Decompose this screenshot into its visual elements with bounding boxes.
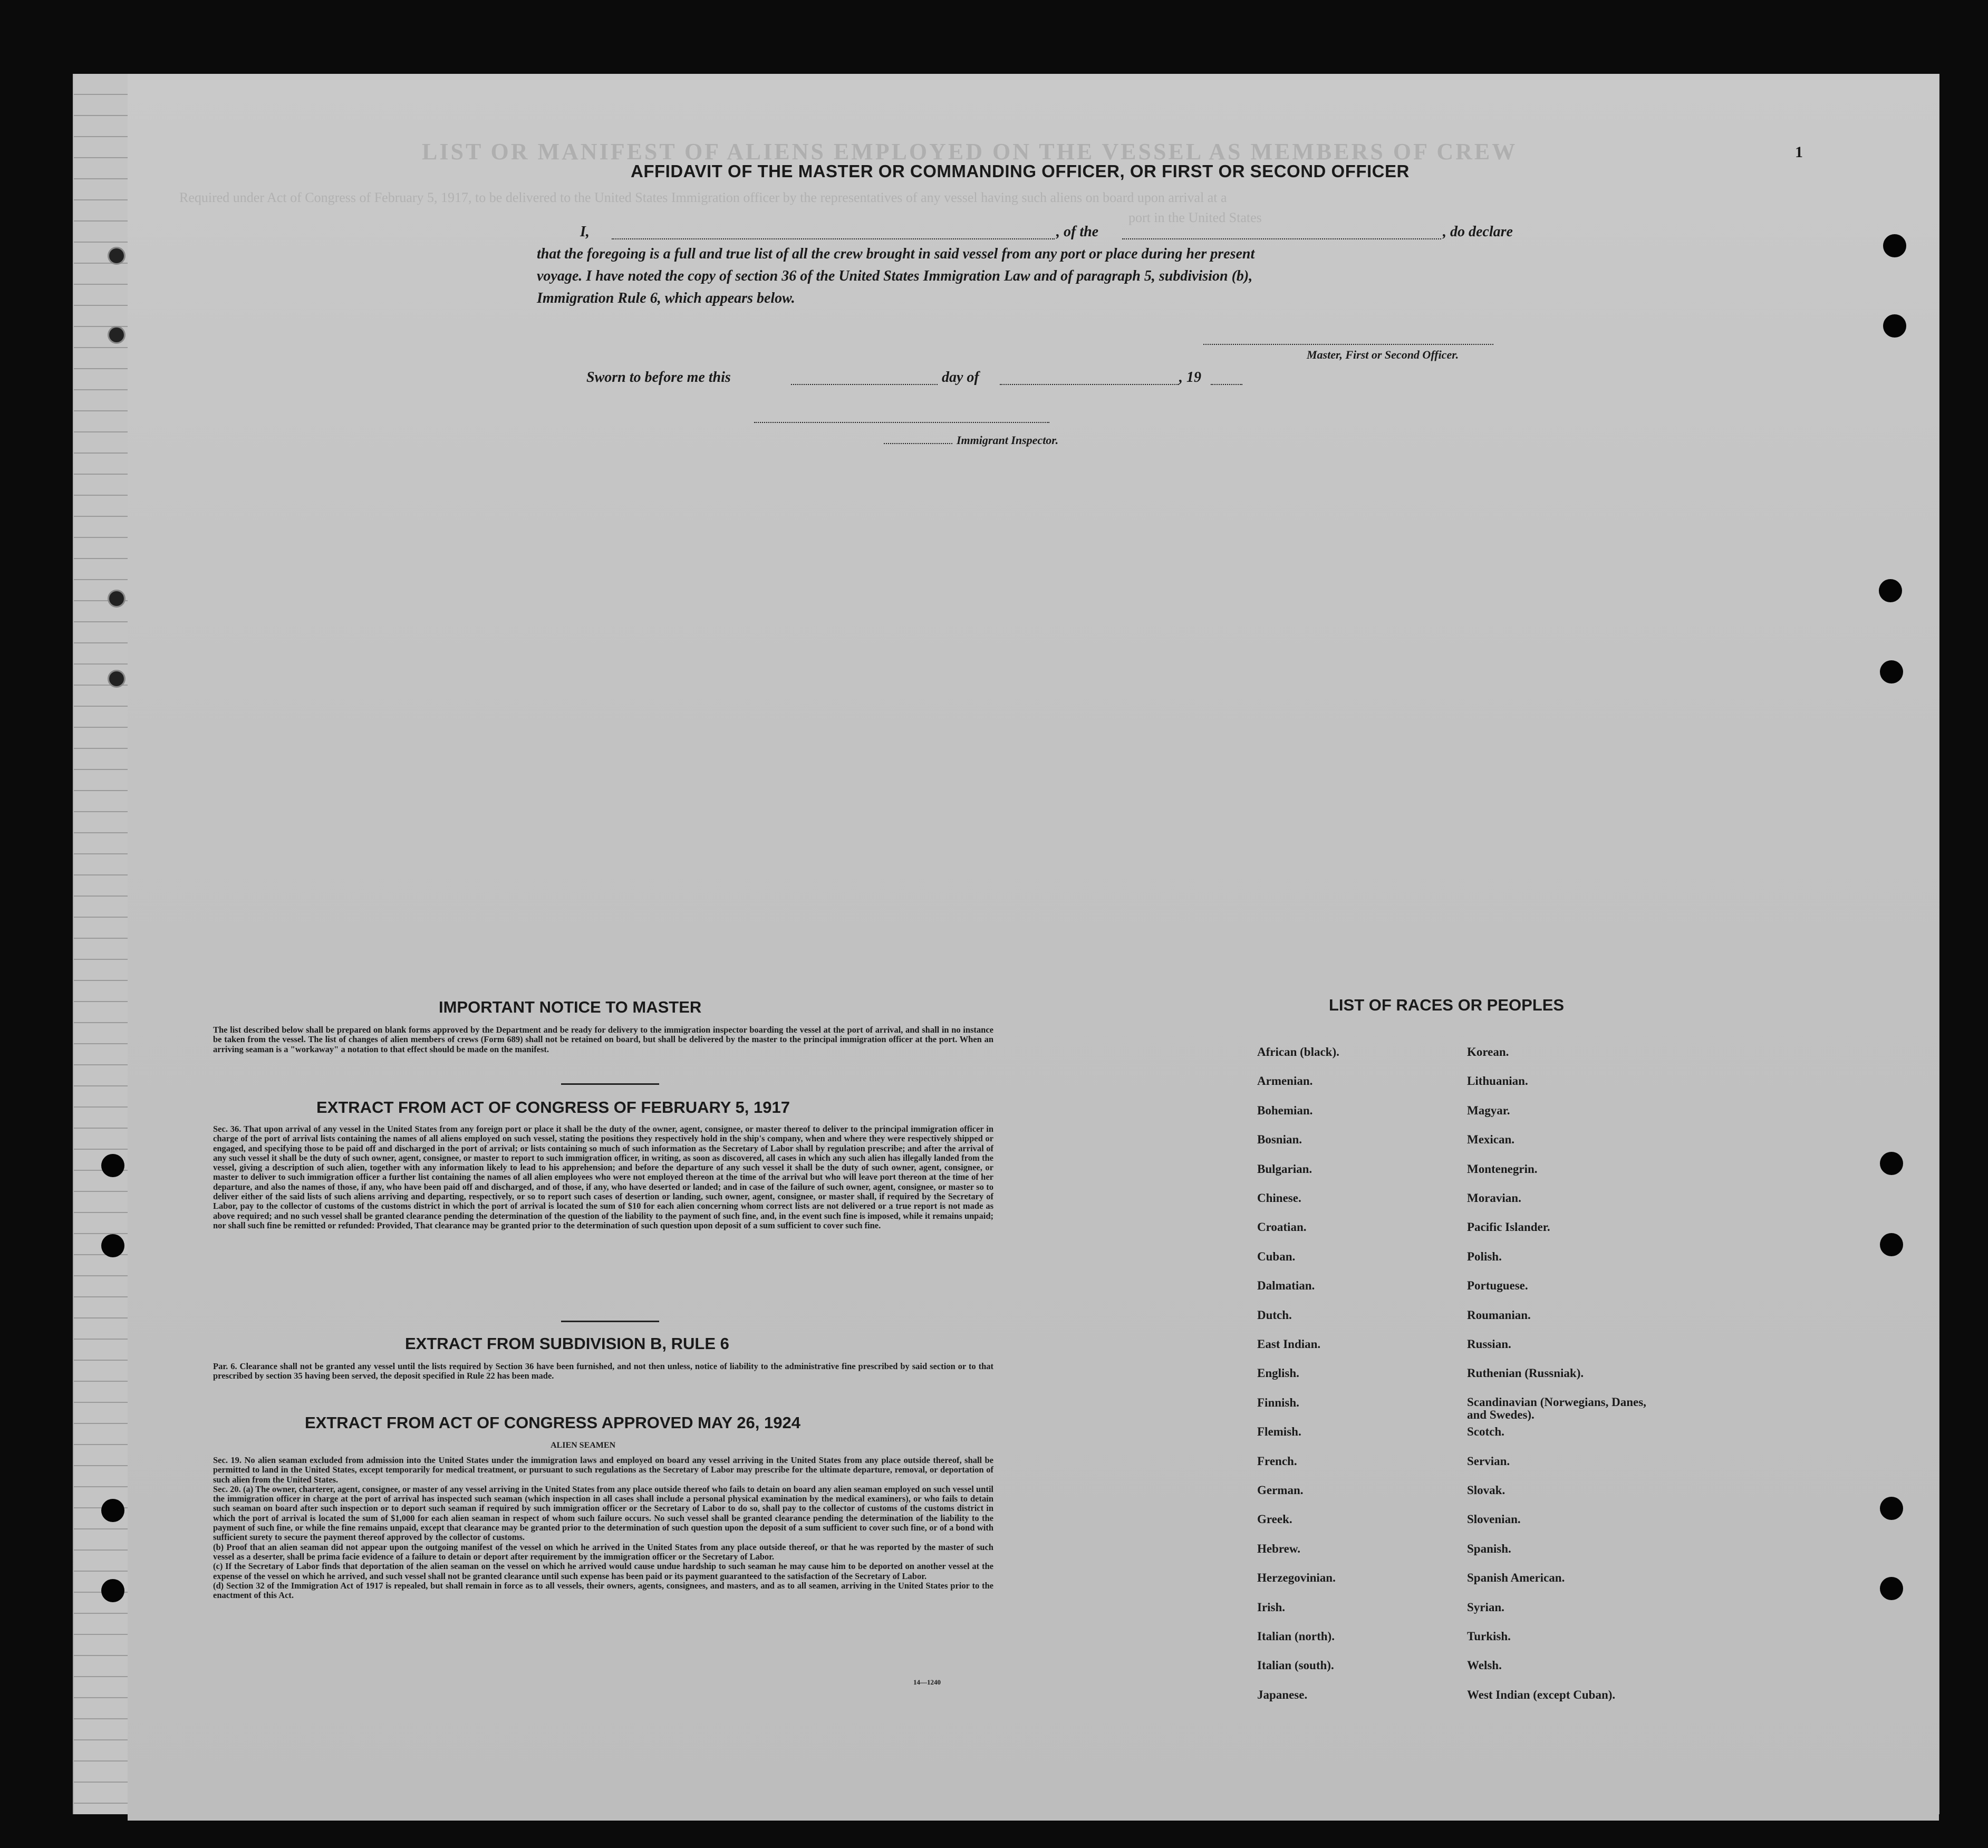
sworn-text: Sworn to before me this [586,369,731,386]
affidavit-title: AFFIDAVIT OF THE MASTER OR COMMANDING OFFICER, OR FIRST OR SECOND OFFICER [631,161,1410,181]
master-signature-line [1203,344,1493,345]
inspector-signature-line [754,422,1049,423]
sworn-year-blank [1211,384,1242,385]
race-item: Lithuanian. [1467,1074,1528,1088]
name-blank-line [612,238,1055,239]
punch-hole-icon [101,1234,124,1257]
punch-hole-icon [1880,660,1903,684]
affidavit-line-4: Immigration Rule 6, which appears below. [537,290,795,306]
race-item: Croatian. [1257,1220,1307,1234]
race-item: East Indian. [1257,1337,1321,1351]
sworn-year: , 19 [1179,369,1201,386]
punch-hole-icon [108,247,126,265]
race-item: Scandinavian (Norwegians, Danes, and Swedes). [1467,1395,1646,1421]
section-divider [561,1321,659,1322]
race-item: Servian. [1467,1454,1510,1468]
punch-hole-icon [108,670,126,688]
race-item: Polish. [1467,1249,1502,1263]
race-item: Bohemian. [1257,1103,1313,1117]
race-item: Herzegovinian. [1257,1571,1336,1585]
bleed-through-text: Required under Act of Congress of February 5, 1917, to be delivered to the United States Immigration officer by the representatives of any vessel having such aliens on board upon arrival at a [179,190,1227,205]
subdivision-b-title: EXTRACT FROM SUBDIVISION B, RULE 6 [405,1334,729,1353]
race-item: Italian (north). [1257,1630,1335,1643]
race-item: Dalmatian. [1257,1279,1315,1293]
bleed-through-text: port in the United States [1128,210,1262,225]
section-divider [561,1083,659,1085]
race-item: Ruthenian (Russniak). [1467,1366,1584,1380]
race-item: West Indian (except Cuban). [1467,1688,1616,1701]
affidavit-of-the: , of the [1056,224,1099,240]
punch-hole-icon [108,326,126,344]
race-item: Cuban. [1257,1249,1296,1263]
affidavit-declare: , do declare [1443,224,1513,240]
sworn-month-blank [1000,384,1179,385]
bleed-through-text: LIST OR MANIFEST OF ALIENS EMPLOYED ON THE VESSEL AS MEMBERS OF CREW [422,139,1518,165]
punch-hole-icon [1880,1497,1903,1520]
vessel-blank-line [1122,238,1441,239]
inspector-label: Immigrant Inspector. [957,434,1059,447]
race-item: Italian (south). [1257,1659,1334,1672]
sworn-day-blank [791,384,938,385]
punch-hole-icon [101,1154,124,1177]
extract-1917-body: Sec. 36. That upon arrival of any vessel in the United States from any foreign port or place it shall be the duty of the owner, agent, consignee, or master thereof to deliver to the principal immigration officer in charge of the port of arrival lists containing the names of all aliens employed on such vessel, stating the positions they respectively hold in the ship's company, when and where they were respectively shipped or engaged, and specifying those to be paid off and discharged in the port of arrival; or lists containing so much of such information as the Secretary of Labor shall by regulation prescribe; and after the arrival of any such vessel it shall be the duty of such owner, agent, consignee, or master to report to such immigration officer, in writing, as soon as discovered, all cases in which any such alien has illegally landed from the vessel, giving a description of such alien, together with any information likely to lead to his apprehension; and before the departure of any such vessel it shall be the duty of such owner, agent, consignee, or master to deliver to such immigration officer a further list containing the names of all alien employees who were not employed thereon at the time of the arrival but who will leave port thereon at the time of her departure, and also the names of those, if any, who have been paid off and discharged, and of those, if any, who have deserted or landed; and in case of the failure of such owner, agent, consignee, or master so to deliver either of the said lists of such aliens arriving and departing, respectively, or so to report such cases of desertion or landing, such owner, agent, consignee, or master shall, if required by the Secretary of Labor, pay to the collector of customs of the customs district in which the port of arrival is located the sum of $10 for each alien concerning whom correct lists are not delivered or a true report is not made as above required; and no such vessel shall be granted clearance pending the determination of the question of the liability to the payment of such fine, and, in the event such fine is imposed, while it remains unpaid; nor shall such fine be remitted or refunded: Provided, That clearance may be granted prior to the determination of such question upon deposit of a sum sufficient to cover such fine. [213,1124,993,1230]
alien-seamen-subtitle: ALIEN SEAMEN [551,1441,616,1450]
race-item: Slovak. [1467,1484,1506,1497]
race-item: African (black). [1257,1045,1339,1058]
affidavit-line-2: that the foregoing is a full and true list of all the crew brought in said vessel from any port or place during her present [537,246,1255,262]
notice-title: IMPORTANT NOTICE TO MASTER [439,998,702,1016]
race-item: Bulgarian. [1257,1162,1313,1176]
punch-hole-icon [1879,579,1902,602]
race-item: Scotch. [1467,1425,1504,1439]
race-item: Spanish. [1467,1542,1511,1555]
race-item: Turkish. [1467,1630,1511,1643]
affidavit-line-3: voyage. I have noted the copy of section 36 of the United States Immigration Law and of paragraph 5, subdivision (b), [537,268,1253,284]
punch-hole-icon [101,1499,124,1522]
form-number: 14—1240 [913,1678,941,1686]
race-item: Hebrew. [1257,1542,1300,1555]
race-item: Finnish. [1257,1395,1299,1409]
race-item: Bosnian. [1257,1133,1302,1147]
punch-hole-icon [1880,1577,1903,1600]
race-item: French. [1257,1454,1297,1468]
punch-hole-icon [1883,314,1906,338]
extract-1924-title: EXTRACT FROM ACT OF CONGRESS APPROVED MAY 26, 1924 [305,1413,800,1432]
race-item: Welsh. [1467,1659,1502,1672]
race-item: Pacific Islander. [1467,1220,1550,1234]
race-item: Spanish American. [1467,1571,1565,1585]
extract-1924-body: Sec. 19. No alien seaman excluded from admission into the United States under the immigration laws and employed on board any vessel arriving in the United States from any place outside thereof, shall be permitted to land in the United States, except temporarily for medical treatment, or pursuant to such regulations as the Secretary of Labor may prescribe for the ultimate departure, removal, or deportation of such alien from the United States. Sec. 20. (a) The owner, charterer, agent, consignee, or master of any vessel arriving in the United States from any place outside thereof who fails to detain on board any alien seaman employed on such vessel until the immigration officer in charge at the port of arrival has inspected such seaman (which inspection in all cases shall include a personal physical examination by the medical examiners), or who fails to detain such seaman on board after such inspection or to deport such seaman if required by such immigration officer or the Secretary of Labor to do so, shall pay to the collector of customs of the customs district in which the port of arrival is located the sum of $1,000 for each alien seaman in respect of whom such failure occurs. No such vessel shall be granted clearance pending the determination of the liability to the payment of such fine, or while the fine remains unpaid, except that clearance may be granted prior to the determination of such question upon the deposit of a sum sufficient to cover such fine, or of a bond with sufficient surety to secure the payment thereof approved by the collector of customs. (b) Proof that an alien seaman did not appear upon the outgoing manifest of the vessel on which he arrived in the United States from any place outside thereof, or that he was reported by the master of such vessel as a deserter, shall be prima facie evidence of a failure to detain or deport after requirement by the immigration officer or the Secretary of Labor. (c) If the Secretary of Labor finds that deportation of the alien seaman on the vessel on which he arrived would cause undue hardship to such seaman he may cause him to be deported on another vessel at the expense of the vessel on which he arrived, and such vessel shall not be granted clearance until such expense has been paid or its payment guaranteed to the satisfaction of the Secretary of Labor. (d) Section 32 of the Immigration Act of 1917 is repealed, but shall remain in force as to all vessels, their owners, agents, consignees, and masters, and as to all seamen, arriving in the United States prior to the enactment of this Act. [213,1455,993,1601]
race-item: Japanese. [1257,1688,1308,1701]
subdivision-b-body: Par. 6. Clearance shall not be granted any vessel until the lists required by Section 36 have been furnished, and not then unless, notice of liability to the administrative fine prescribed by said section or to that prescribed by section 35 having been served, the deposit specified in Rule 22 has been made. [213,1361,993,1381]
punch-hole-icon [1883,234,1906,257]
race-item: Armenian. [1257,1074,1313,1088]
race-item: Magyar. [1467,1103,1510,1117]
race-item: Syrian. [1467,1600,1504,1614]
punch-hole-icon [108,590,126,608]
inspector-dotted-lead [884,443,952,444]
race-item: English. [1257,1366,1299,1380]
race-item: Montenegrin. [1467,1162,1538,1176]
race-item: Russian. [1467,1337,1511,1351]
race-item: Slovenian. [1467,1513,1521,1526]
race-item: Portuguese. [1467,1279,1528,1293]
race-item: Irish. [1257,1600,1286,1614]
race-item: Flemish. [1257,1425,1301,1439]
race-item: Greek. [1257,1513,1292,1526]
race-item: Dutch. [1257,1308,1292,1322]
punch-hole-icon [101,1579,124,1602]
race-item: German. [1257,1484,1304,1497]
race-item: Moravian. [1467,1191,1521,1205]
notice-body: The list described below shall be prepared on blank forms approved by the Department and be ready for delivery to the immigration inspector boarding the vessel at the port of arrival, and shall in no instance be taken from the vessel. The list of changes of alien members of crews (Form 689) shall not be retained on board, but shall be delivered by the master to the principal immigration officer at the port. When an arriving seaman is a "workaway" a notation to that effect should be made on the manifest. [213,1025,993,1054]
punch-hole-icon [1880,1233,1903,1256]
page-mark: 1 [1795,143,1803,161]
sworn-day-of: day of [942,369,979,386]
extract-1917-title: EXTRACT FROM ACT OF CONGRESS OF FEBRUARY 5, 1917 [316,1098,790,1116]
race-item: Mexican. [1467,1133,1515,1147]
punch-hole-icon [1880,1152,1903,1175]
races-title: LIST OF RACES OR PEOPLES [1329,996,1565,1014]
race-item: Korean. [1467,1045,1509,1058]
race-item: Roumanian. [1467,1308,1531,1322]
affidavit-line-start: I, [580,224,590,240]
race-item: Chinese. [1257,1191,1301,1205]
master-signature-label: Master, First or Second Officer. [1307,348,1459,361]
